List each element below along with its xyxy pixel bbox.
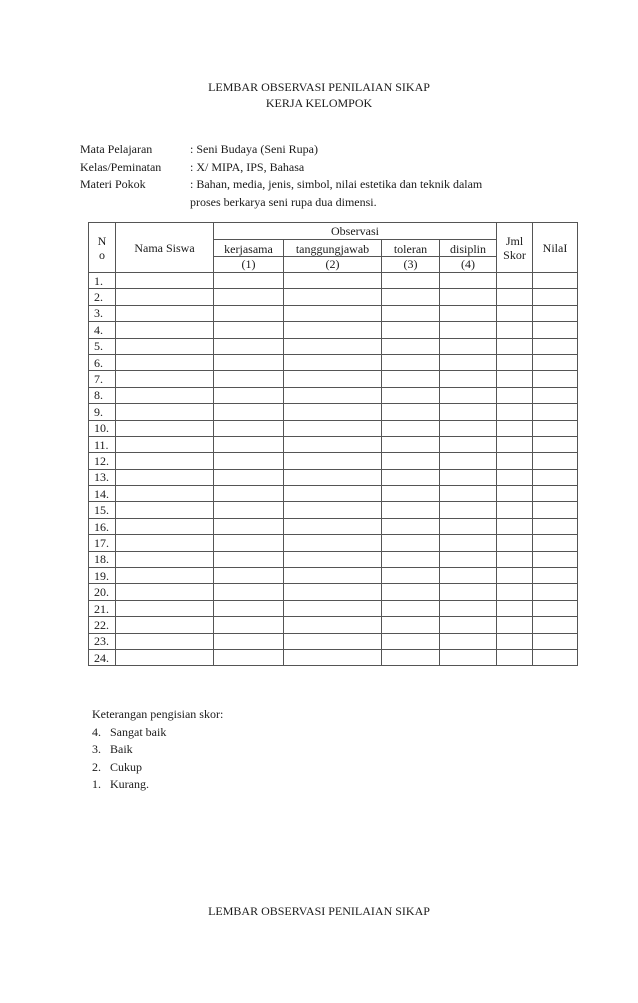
meta-row-material-cont bbox=[80, 194, 520, 212]
disiplin-cell[interactable] bbox=[440, 486, 497, 502]
kerjasama-cell[interactable] bbox=[214, 305, 284, 321]
nama-siswa-cell[interactable] bbox=[116, 486, 214, 502]
footer-title: LEMBAR OBSERVASI PENILAIAN SIKAP bbox=[208, 904, 430, 918]
nama-siswa-cell[interactable] bbox=[116, 354, 214, 370]
nilai-cell[interactable] bbox=[533, 305, 578, 321]
meta-row-subject bbox=[80, 141, 520, 159]
tanggungjawab-cell[interactable] bbox=[284, 600, 382, 616]
toleran-cell[interactable] bbox=[382, 338, 440, 354]
aspect-header-toleran bbox=[382, 240, 440, 273]
tanggungjawab-cell[interactable] bbox=[284, 338, 382, 354]
meta-row-material bbox=[80, 176, 520, 194]
kerjasama-cell[interactable] bbox=[214, 600, 284, 616]
table-row bbox=[89, 289, 578, 305]
tanggungjawab-cell[interactable] bbox=[284, 617, 382, 633]
legend-item bbox=[92, 759, 223, 777]
table-row bbox=[89, 600, 578, 616]
kerjasama-cell[interactable] bbox=[214, 338, 284, 354]
aspect-label: kerjasama bbox=[214, 242, 283, 257]
disiplin-cell[interactable] bbox=[440, 535, 497, 551]
row-number: 10. bbox=[89, 420, 116, 436]
nama-siswa-cell[interactable] bbox=[116, 502, 214, 518]
nama-siswa-cell[interactable] bbox=[116, 649, 214, 665]
legend-title: Keterangan pengisian skor: bbox=[92, 707, 224, 721]
nama-siswa-cell[interactable] bbox=[116, 273, 214, 289]
row-number: 18. bbox=[89, 551, 116, 567]
tanggungjawab-cell[interactable] bbox=[284, 322, 382, 338]
disiplin-cell[interactable] bbox=[440, 322, 497, 338]
kerjasama-cell[interactable] bbox=[214, 322, 284, 338]
disiplin-cell[interactable] bbox=[440, 469, 497, 485]
row-number: 22. bbox=[89, 617, 116, 633]
row-number: 7. bbox=[89, 371, 116, 387]
aspect-label: toleran bbox=[382, 242, 439, 257]
tanggungjawab-cell[interactable] bbox=[284, 551, 382, 567]
legend-label: Baik bbox=[110, 742, 133, 756]
nama-siswa-cell[interactable] bbox=[116, 633, 214, 649]
jml-skor-cell[interactable] bbox=[497, 338, 533, 354]
jml-skor-cell[interactable] bbox=[497, 649, 533, 665]
jml-skor-cell[interactable] bbox=[497, 617, 533, 633]
tanggungjawab-cell[interactable] bbox=[284, 486, 382, 502]
table-row bbox=[89, 633, 578, 649]
meta-value: proses berkarya seni rupa dua dimensi. bbox=[190, 194, 377, 209]
nilai-cell[interactable] bbox=[533, 404, 578, 420]
jml-header-line2: Skor bbox=[503, 247, 526, 262]
disiplin-cell[interactable] bbox=[440, 453, 497, 469]
table-row bbox=[89, 486, 578, 502]
disiplin-cell[interactable] bbox=[440, 617, 497, 633]
row-number: 6. bbox=[89, 354, 116, 370]
toleran-cell[interactable] bbox=[382, 387, 440, 403]
legend-num: 2. bbox=[92, 759, 101, 774]
kerjasama-cell[interactable] bbox=[214, 649, 284, 665]
nama-siswa-cell[interactable] bbox=[116, 436, 214, 452]
kerjasama-cell[interactable] bbox=[214, 617, 284, 633]
toleran-cell[interactable] bbox=[382, 289, 440, 305]
nilai-cell[interactable] bbox=[533, 584, 578, 600]
row-number: 12. bbox=[89, 453, 116, 469]
toleran-cell[interactable] bbox=[382, 420, 440, 436]
disiplin-cell[interactable] bbox=[440, 273, 497, 289]
toleran-cell[interactable] bbox=[382, 584, 440, 600]
kerjasama-cell[interactable] bbox=[214, 551, 284, 567]
toleran-cell[interactable] bbox=[382, 453, 440, 469]
kerjasama-cell[interactable] bbox=[214, 535, 284, 551]
tanggungjawab-cell[interactable] bbox=[284, 404, 382, 420]
nama-siswa-cell[interactable] bbox=[116, 617, 214, 633]
toleran-cell[interactable] bbox=[382, 600, 440, 616]
disiplin-cell[interactable] bbox=[440, 354, 497, 370]
toleran-cell[interactable] bbox=[382, 305, 440, 321]
table-row bbox=[89, 436, 578, 452]
table-row bbox=[89, 404, 578, 420]
nama-siswa-cell[interactable] bbox=[116, 518, 214, 534]
nilai-cell[interactable] bbox=[533, 354, 578, 370]
disiplin-cell[interactable] bbox=[440, 404, 497, 420]
jml-skor-cell[interactable] bbox=[497, 436, 533, 452]
kerjasama-cell[interactable] bbox=[214, 436, 284, 452]
disiplin-cell[interactable] bbox=[440, 371, 497, 387]
kerjasama-cell[interactable] bbox=[214, 469, 284, 485]
nilai-cell[interactable] bbox=[533, 649, 578, 665]
tanggungjawab-cell[interactable] bbox=[284, 436, 382, 452]
disiplin-cell[interactable] bbox=[440, 338, 497, 354]
disiplin-cell[interactable] bbox=[440, 387, 497, 403]
nama-siswa-cell[interactable] bbox=[116, 453, 214, 469]
table-body bbox=[89, 273, 578, 666]
kerjasama-cell[interactable] bbox=[214, 387, 284, 403]
kerjasama-cell[interactable] bbox=[214, 518, 284, 534]
kerjasama-cell[interactable] bbox=[214, 486, 284, 502]
nilai-cell[interactable] bbox=[533, 551, 578, 567]
nama-siswa-cell[interactable] bbox=[116, 469, 214, 485]
nama-siswa-cell[interactable] bbox=[116, 289, 214, 305]
row-number: 15. bbox=[89, 502, 116, 518]
legend-label: Kurang. bbox=[110, 777, 149, 791]
legend-num: 3. bbox=[92, 742, 101, 756]
nama-siswa-cell[interactable] bbox=[116, 387, 214, 403]
aspect-header-kerjasama bbox=[214, 240, 284, 273]
tanggungjawab-cell[interactable] bbox=[284, 453, 382, 469]
legend-num: 1. bbox=[92, 777, 101, 791]
disiplin-cell[interactable] bbox=[440, 633, 497, 649]
tanggungjawab-cell[interactable] bbox=[284, 649, 382, 665]
disiplin-cell[interactable] bbox=[440, 600, 497, 616]
disiplin-cell[interactable] bbox=[440, 420, 497, 436]
meta-value: : Bahan, media, jenis, simbol, nilai estetika dan teknik dalam bbox=[190, 177, 483, 191]
table-row bbox=[89, 502, 578, 518]
tanggungjawab-cell[interactable] bbox=[284, 584, 382, 600]
nilai-cell[interactable] bbox=[533, 486, 578, 502]
jml-skor-cell[interactable] bbox=[497, 453, 533, 469]
legend-item bbox=[92, 776, 223, 794]
nilai-cell[interactable] bbox=[533, 518, 578, 534]
nama-siswa-header: Nama Siswa bbox=[116, 223, 214, 273]
meta-info bbox=[80, 141, 520, 211]
legend-label: Cukup bbox=[110, 759, 143, 774]
nama-siswa-cell[interactable] bbox=[116, 568, 214, 584]
tanggungjawab-cell[interactable] bbox=[284, 273, 382, 289]
jml-skor-cell[interactable] bbox=[497, 289, 533, 305]
page-title: LEMBAR OBSERVASI PENILAIAN SIKAP bbox=[208, 80, 430, 94]
meta-value: : X/ MIPA, IPS, Bahasa bbox=[190, 159, 305, 174]
toleran-cell[interactable] bbox=[382, 486, 440, 502]
kerjasama-cell[interactable] bbox=[214, 273, 284, 289]
meta-row-class bbox=[80, 159, 520, 177]
kerjasama-cell[interactable] bbox=[214, 568, 284, 584]
legend-num: 4. bbox=[92, 724, 101, 739]
tanggungjawab-cell[interactable] bbox=[284, 518, 382, 534]
page-subtitle: KERJA KELOMPOK bbox=[265, 96, 373, 110]
jml-skor-cell[interactable] bbox=[497, 354, 533, 370]
table-row bbox=[89, 617, 578, 633]
meta-label: Materi Pokok bbox=[80, 177, 146, 191]
jml-skor-cell[interactable] bbox=[497, 469, 533, 485]
tanggungjawab-cell[interactable] bbox=[284, 502, 382, 518]
kerjasama-cell[interactable] bbox=[214, 584, 284, 600]
nama-siswa-cell[interactable] bbox=[116, 338, 214, 354]
legend-item bbox=[92, 741, 223, 759]
observasi-header: Observasi bbox=[214, 223, 497, 240]
disiplin-cell[interactable] bbox=[440, 551, 497, 567]
jml-skor-cell[interactable] bbox=[497, 273, 533, 289]
aspect-num: (4) bbox=[461, 256, 475, 271]
toleran-cell[interactable] bbox=[382, 436, 440, 452]
table-row bbox=[89, 568, 578, 584]
jml-skor-cell[interactable] bbox=[497, 633, 533, 649]
kerjasama-cell[interactable] bbox=[214, 371, 284, 387]
disiplin-cell[interactable] bbox=[440, 568, 497, 584]
table-row bbox=[89, 518, 578, 534]
toleran-cell[interactable] bbox=[382, 469, 440, 485]
toleran-cell[interactable] bbox=[382, 568, 440, 584]
nilai-cell[interactable] bbox=[533, 273, 578, 289]
tanggungjawab-cell[interactable] bbox=[284, 371, 382, 387]
row-number: 23. bbox=[89, 633, 116, 649]
table-row bbox=[89, 535, 578, 551]
disiplin-cell[interactable] bbox=[440, 518, 497, 534]
tanggungjawab-cell[interactable] bbox=[284, 535, 382, 551]
nilai-cell[interactable] bbox=[533, 387, 578, 403]
row-number: 14. bbox=[89, 486, 116, 502]
table-row bbox=[89, 338, 578, 354]
toleran-cell[interactable] bbox=[382, 518, 440, 534]
toleran-cell[interactable] bbox=[382, 371, 440, 387]
kerjasama-cell[interactable] bbox=[214, 354, 284, 370]
toleran-cell[interactable] bbox=[382, 649, 440, 665]
disiplin-cell[interactable] bbox=[440, 289, 497, 305]
table-row bbox=[89, 551, 578, 567]
tanggungjawab-cell[interactable] bbox=[284, 633, 382, 649]
row-number: 4. bbox=[89, 322, 116, 338]
toleran-cell[interactable] bbox=[382, 404, 440, 420]
nilai-cell[interactable] bbox=[533, 371, 578, 387]
nilai-cell[interactable] bbox=[533, 289, 578, 305]
no-header-line1: N bbox=[97, 233, 107, 248]
nilai-cell[interactable] bbox=[533, 535, 578, 551]
row-number: 24. bbox=[89, 649, 116, 665]
jml-skor-cell[interactable] bbox=[497, 535, 533, 551]
row-number: 11. bbox=[89, 436, 116, 452]
no-header-line2: o bbox=[99, 247, 105, 262]
nama-siswa-cell[interactable] bbox=[116, 322, 214, 338]
legend-label: Sangat baik bbox=[110, 724, 167, 739]
toleran-cell[interactable] bbox=[382, 535, 440, 551]
jml-skor-cell[interactable] bbox=[497, 420, 533, 436]
jml-skor-cell[interactable] bbox=[497, 600, 533, 616]
disiplin-cell[interactable] bbox=[440, 436, 497, 452]
row-number: 1. bbox=[89, 273, 116, 289]
aspect-num: (1) bbox=[241, 256, 256, 271]
nilai-cell[interactable] bbox=[533, 617, 578, 633]
observation-table bbox=[88, 222, 578, 666]
nama-siswa-cell[interactable] bbox=[116, 584, 214, 600]
tanggungjawab-cell[interactable] bbox=[284, 289, 382, 305]
jml-skor-cell[interactable] bbox=[497, 551, 533, 567]
row-number: 17. bbox=[89, 535, 116, 551]
aspect-header-tanggungjawab bbox=[284, 240, 382, 273]
toleran-cell[interactable] bbox=[382, 633, 440, 649]
row-number: 20. bbox=[89, 584, 116, 600]
tanggungjawab-cell[interactable] bbox=[284, 305, 382, 321]
row-number: 16. bbox=[89, 518, 116, 534]
table-row bbox=[89, 469, 578, 485]
disiplin-cell[interactable] bbox=[440, 305, 497, 321]
kerjasama-cell[interactable] bbox=[214, 633, 284, 649]
kerjasama-cell[interactable] bbox=[214, 404, 284, 420]
toleran-cell[interactable] bbox=[382, 502, 440, 518]
nilai-cell[interactable] bbox=[533, 568, 578, 584]
row-number: 8. bbox=[89, 387, 116, 403]
nilai-cell[interactable] bbox=[533, 453, 578, 469]
row-number: 2. bbox=[89, 289, 116, 305]
row-number: 21. bbox=[89, 600, 116, 616]
row-number: 13. bbox=[89, 469, 116, 485]
nilai-cell[interactable] bbox=[533, 469, 578, 485]
aspect-label: tanggungjawab bbox=[284, 242, 381, 257]
row-number: 3. bbox=[89, 305, 116, 321]
meta-value: : Seni Budaya (Seni Rupa) bbox=[190, 142, 318, 156]
nama-siswa-cell[interactable] bbox=[116, 420, 214, 436]
table-row bbox=[89, 584, 578, 600]
table-row bbox=[89, 354, 578, 370]
table-row bbox=[89, 371, 578, 387]
aspect-label: disiplin bbox=[440, 242, 496, 257]
nilai-cell[interactable] bbox=[533, 600, 578, 616]
score-legend bbox=[92, 706, 223, 794]
jml-skor-cell[interactable] bbox=[497, 486, 533, 502]
nama-siswa-cell[interactable] bbox=[116, 551, 214, 567]
nilai-cell[interactable] bbox=[533, 502, 578, 518]
aspect-num: (2) bbox=[325, 256, 340, 271]
jml-skor-cell[interactable] bbox=[497, 584, 533, 600]
tanggungjawab-cell[interactable] bbox=[284, 568, 382, 584]
table-row bbox=[89, 420, 578, 436]
jml-skor-cell[interactable] bbox=[497, 305, 533, 321]
toleran-cell[interactable] bbox=[382, 617, 440, 633]
nama-siswa-cell[interactable] bbox=[116, 535, 214, 551]
disiplin-cell[interactable] bbox=[440, 649, 497, 665]
toleran-cell[interactable] bbox=[382, 273, 440, 289]
nilai-cell[interactable] bbox=[533, 633, 578, 649]
jml-skor-cell[interactable] bbox=[497, 322, 533, 338]
table-row bbox=[89, 322, 578, 338]
no-header bbox=[89, 223, 116, 273]
meta-label: Kelas/Peminatan bbox=[80, 159, 162, 174]
table-row bbox=[89, 387, 578, 403]
row-number: 19. bbox=[89, 568, 116, 584]
table-row bbox=[89, 453, 578, 469]
meta-label bbox=[80, 194, 190, 212]
tanggungjawab-cell[interactable] bbox=[284, 420, 382, 436]
jml-skor-cell[interactable] bbox=[497, 404, 533, 420]
toleran-cell[interactable] bbox=[382, 354, 440, 370]
nilai-cell[interactable] bbox=[533, 338, 578, 354]
table-row bbox=[89, 273, 578, 289]
meta-label: Mata Pelajaran bbox=[80, 142, 153, 156]
nama-siswa-cell[interactable] bbox=[116, 404, 214, 420]
jml-skor-header bbox=[497, 223, 533, 273]
tanggungjawab-cell[interactable] bbox=[284, 387, 382, 403]
nilai-cell[interactable] bbox=[533, 436, 578, 452]
jml-skor-cell[interactable] bbox=[497, 371, 533, 387]
legend-item bbox=[92, 724, 223, 742]
kerjasama-cell[interactable] bbox=[214, 420, 284, 436]
tanggungjawab-cell[interactable] bbox=[284, 354, 382, 370]
kerjasama-cell[interactable] bbox=[214, 502, 284, 518]
row-number: 5. bbox=[89, 338, 116, 354]
kerjasama-cell[interactable] bbox=[214, 289, 284, 305]
nilai-cell[interactable] bbox=[533, 322, 578, 338]
jml-skor-cell[interactable] bbox=[497, 502, 533, 518]
nama-siswa-cell[interactable] bbox=[116, 305, 214, 321]
disiplin-cell[interactable] bbox=[440, 584, 497, 600]
table-row bbox=[89, 305, 578, 321]
aspect-header-disiplin bbox=[440, 240, 497, 273]
jml-header-line1: Jml bbox=[505, 233, 524, 248]
kerjasama-cell[interactable] bbox=[214, 453, 284, 469]
nilai-cell[interactable] bbox=[533, 420, 578, 436]
nilai-header: NilaI bbox=[533, 223, 578, 273]
aspect-num: (3) bbox=[403, 256, 418, 271]
row-number: 9. bbox=[89, 404, 116, 420]
nama-siswa-cell[interactable] bbox=[116, 600, 214, 616]
jml-skor-cell[interactable] bbox=[497, 518, 533, 534]
jml-skor-cell[interactable] bbox=[497, 387, 533, 403]
toleran-cell[interactable] bbox=[382, 551, 440, 567]
tanggungjawab-cell[interactable] bbox=[284, 469, 382, 485]
disiplin-cell[interactable] bbox=[440, 502, 497, 518]
jml-skor-cell[interactable] bbox=[497, 568, 533, 584]
toleran-cell[interactable] bbox=[382, 322, 440, 338]
table-row bbox=[89, 649, 578, 665]
nama-siswa-cell[interactable] bbox=[116, 371, 214, 387]
